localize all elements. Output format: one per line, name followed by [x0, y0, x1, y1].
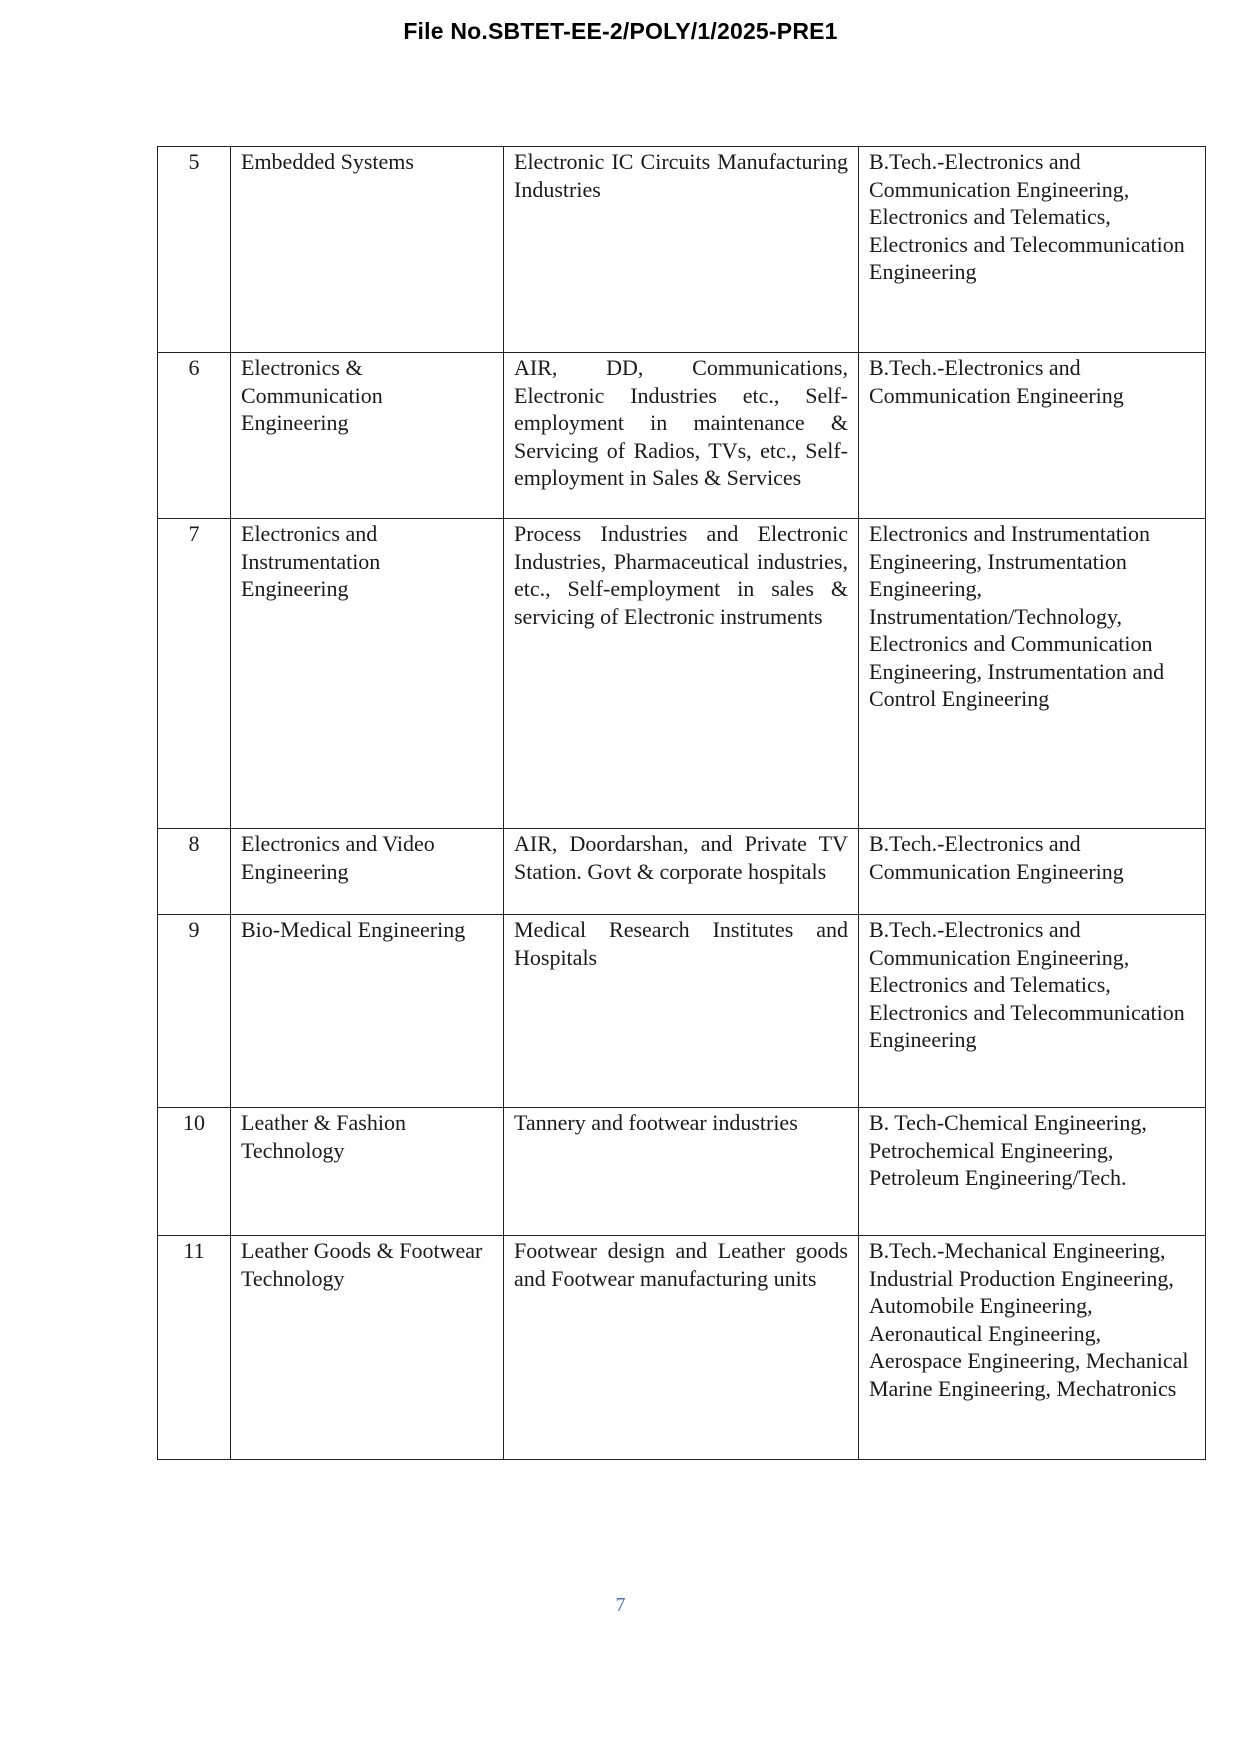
- course-name-cell: Leather & Fashion Technology: [231, 1108, 504, 1236]
- employment-cell: Process Industries and Electronic Industries, Pharmaceutical industries, etc., Self-employment in sales & servicing of Electronic instruments: [504, 519, 859, 829]
- employment-cell: Footwear design and Leather goods and Footwear manufacturing units: [504, 1236, 859, 1460]
- course-table: [157, 146, 1206, 1460]
- qualification-cell: B. Tech-Chemical Engineering, Petrochemical Engineering, Petroleum Engineering/Tech.: [859, 1108, 1206, 1236]
- table-row: [158, 519, 1206, 829]
- table-row: [158, 1236, 1206, 1460]
- serial-number-cell: 10: [158, 1108, 231, 1236]
- qualification-cell: B.Tech.-Mechanical Engineering, Industrial Production Engineering, Automobile Engineering, Aeronautical Engineering, Aerospace Engineering, Mechanical Marine Engineering, Mechatronics: [859, 1236, 1206, 1460]
- course-name-cell: Embedded Systems: [231, 147, 504, 353]
- qualification-cell: B.Tech.-Electronics and Communication Engineering, Electronics and Telematics, Electronics and Telecommunication Engineering: [859, 915, 1206, 1108]
- serial-number-cell: 11: [158, 1236, 231, 1460]
- table-row: [158, 353, 1206, 519]
- employment-cell: Tannery and footwear industries: [504, 1108, 859, 1236]
- qualification-cell: B.Tech.-Electronics and Communication Engineering: [859, 353, 1206, 519]
- file-number-header: File No.SBTET-EE-2/POLY/1/2025-PRE1: [403, 18, 838, 44]
- course-name-cell: Electronics and Video Engineering: [231, 829, 504, 915]
- qualification-cell: B.Tech.-Electronics and Communication Engineering, Electronics and Telematics, Electronics and Telecommunication Engineering: [859, 147, 1206, 353]
- table-row: [158, 829, 1206, 915]
- course-name-cell: Electronics and Instrumentation Engineering: [231, 519, 504, 829]
- qualification-cell: B.Tech.-Electronics and Communication Engineering: [859, 829, 1206, 915]
- course-name-cell: Bio-Medical Engineering: [231, 915, 504, 1108]
- employment-cell: AIR, DD, Communications, Electronic Industries etc., Self-employment in maintenance & Servicing of Radios, TVs, etc., Self- employment in Sales & Services: [504, 353, 859, 519]
- table-row: [158, 915, 1206, 1108]
- course-name-cell: Leather Goods & Footwear Technology: [231, 1236, 504, 1460]
- table-row: [158, 1108, 1206, 1236]
- serial-number-cell: 8: [158, 829, 231, 915]
- employment-cell: Electronic IC Circuits Manufacturing Industries: [504, 147, 859, 353]
- page-number: 7: [615, 1594, 626, 1616]
- employment-cell: AIR, Doordarshan, and Private TV Station. Govt & corporate hospitals: [504, 829, 859, 915]
- serial-number-cell: 7: [158, 519, 231, 829]
- qualification-cell: Electronics and Instrumentation Engineering, Instrumentation Engineering, Instrumentation/Technology, Electronics and Communication Engineering, Instrumentation and Control Engineering: [859, 519, 1206, 829]
- serial-number-cell: 9: [158, 915, 231, 1108]
- course-name-cell: Electronics & Communication Engineering: [231, 353, 504, 519]
- employment-cell: Medical Research Institutes and Hospitals: [504, 915, 859, 1108]
- serial-number-cell: 5: [158, 147, 231, 353]
- serial-number-cell: 6: [158, 353, 231, 519]
- table-row: [158, 147, 1206, 353]
